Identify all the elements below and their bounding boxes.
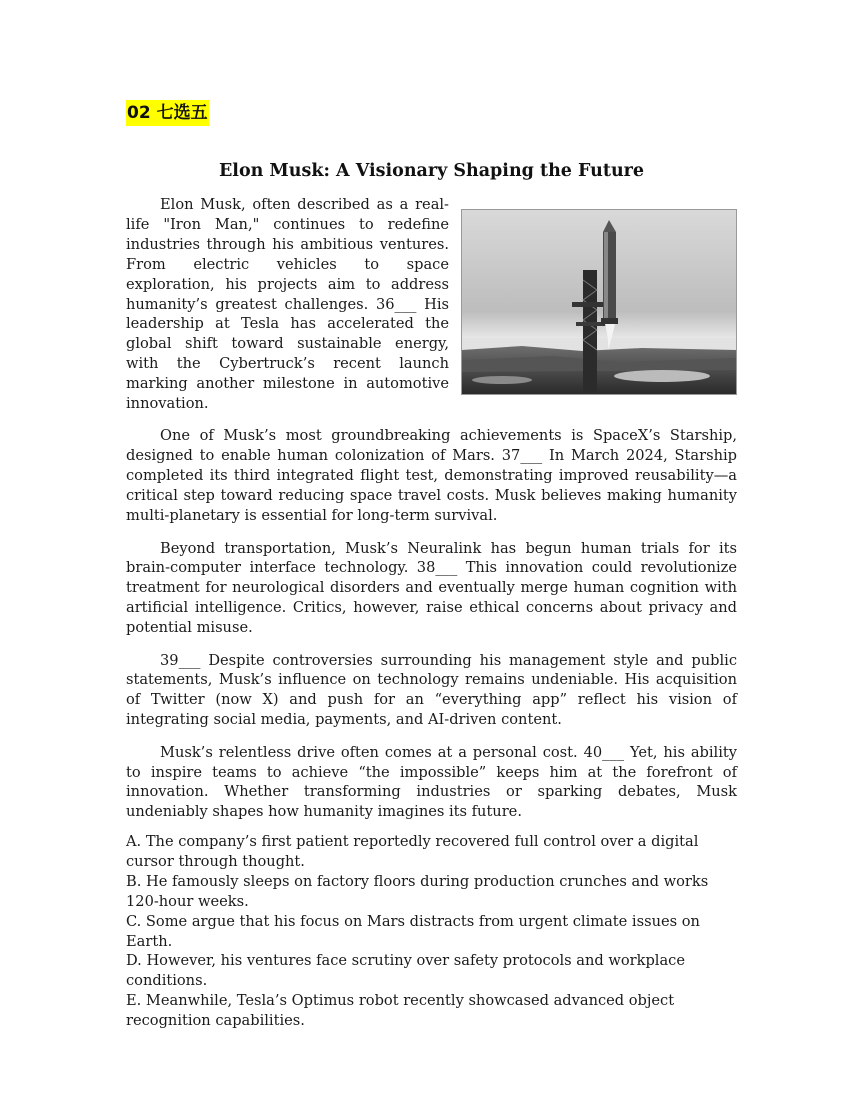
- paragraph-5: Musk’s relentless drive often comes at a personal cost. 40___ Yet, his ability to inspire teams to achieve “the impossible” keeps him at the forefront of innovation. Whether transforming industries or sparking debates, Musk undeniably shapes how humanity imagines its future.: [126, 743, 737, 821]
- option-a: A. The company’s first patient reportedly recovered full control over a digital cursor through thought.: [126, 833, 699, 870]
- option-b: B. He famously sleeps on factory floors during production crunches and works 120-hour weeks.: [126, 872, 709, 910]
- starship-launch-tower-photo: [461, 209, 737, 395]
- article-title: Elon Musk: A Visionary Shaping the Future: [218, 161, 645, 181]
- paragraph-3: Beyond transportation, Musk’s Neuralink has begun human trials for its brain-computer interface technology. 38___ This innovation could revolutionize treatment for neurological disorders and eventually merge human cognition with artificial intelligence. Critics, however, raise ethical concerns about privacy and potential misuse.: [126, 539, 737, 637]
- paragraph-4: 39___ Despite controversies surrounding his management style and public statements, Musk’s influence on technology remains undeniable. His acquisition of Twitter (now X) and push for an “everything app” reflect his vision of integrating social media, payments, and AI-driven content.: [126, 651, 737, 729]
- option-e: E. Meanwhile, Tesla’s Optimus robot recently showcased advanced object recognition capabilities.: [126, 992, 675, 1030]
- option-d: D. However, his ventures face scrutiny over safety protocols and workplace conditions.: [126, 952, 685, 990]
- paragraph-2: One of Musk’s most groundbreaking achievements is SpaceX’s Starship, designed to enable human colonization of Mars. 37___ In March 2024, Starship completed its third integrated flight test, demonstrating improved reusability—a critical step toward reducing space travel costs. Musk believes making humanity multi-planetary is essential for long-term survival.: [126, 427, 737, 525]
- paragraph-1: Elon Musk, often described as a real-life "Iron Man," continues to redefine industries through his ambitious ventures. From electric vehicles to space exploration, his projects aim to address humanity’s greatest challenges. 36___ His leadership at Tesla has accelerated the global shift toward sustainable energy, with the Cybertruck’s recent launch marking another milestone in automotive innovation.: [126, 196, 449, 413]
- option-c: C. Some argue that his focus on Mars distracts from urgent climate issues on Earth.: [126, 912, 700, 950]
- section-tag: 02 七选五: [126, 100, 209, 126]
- answer-options: [126, 832, 737, 1031]
- article-body: [126, 195, 737, 835]
